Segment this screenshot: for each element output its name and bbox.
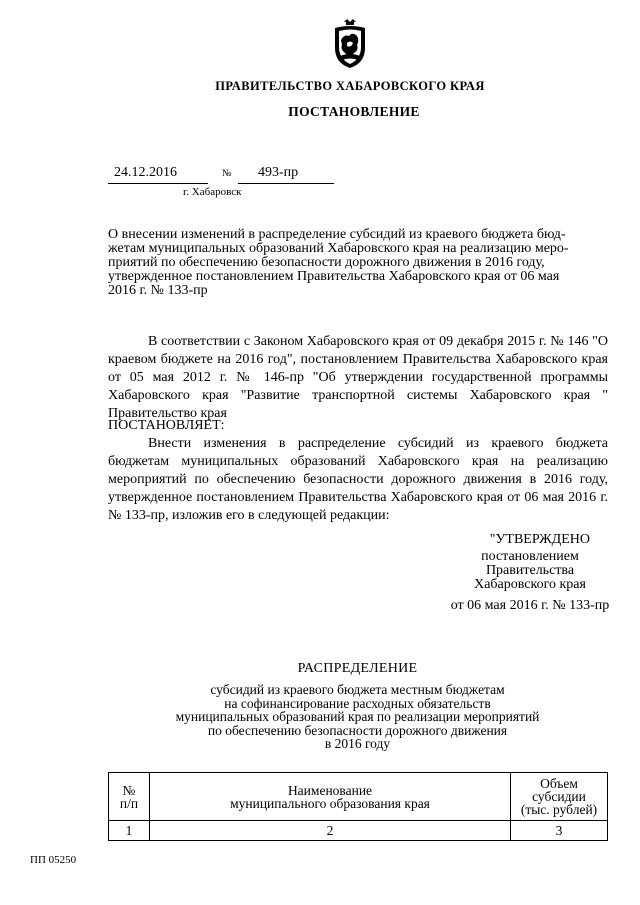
approval-block <box>430 550 630 592</box>
distribution-title: РАСПРЕДЕЛЕНИЕ <box>297 661 418 676</box>
table-cell: 2 <box>150 821 511 841</box>
operative-paragraph: Внести изменения в распределение субсидий из краевого бюджета бюджетам муниципальных образований Хабаровского края на реализацию мероприятий по обеспечению безопасности дорожного движения в 2016 году, утвержденное постановлением Правительства Хабаровского края от 06 мая 2016 г. № 133-пр, изложив его в следующей редакции: <box>108 436 608 523</box>
header-text: муниципального образования края <box>230 795 430 811</box>
table-cell: 3 <box>511 821 608 841</box>
header-name <box>150 773 511 821</box>
subtitle-line: в 2016 году <box>324 736 391 751</box>
city: г. Хабаровск <box>183 186 242 198</box>
table-cell: 1 <box>109 821 150 841</box>
header-text: Наименование <box>287 782 373 798</box>
approval-line: Правительства <box>485 563 575 578</box>
header-text: п/п <box>119 795 139 811</box>
subtitle-line: муниципальных образований края по реализации мероприятий <box>175 709 540 724</box>
approval-date: от 06 мая 2016 г. № 133-пр <box>450 598 610 613</box>
approval-title: "УТВЕРЖДЕНО <box>489 532 590 547</box>
header-amount <box>511 773 608 821</box>
header-text: субсидии <box>532 789 586 804</box>
subtitle-line: субсидий из краевого бюджета местным бюджетам <box>210 682 505 697</box>
number-sign: № <box>222 168 232 179</box>
approval-line: постановлением <box>481 549 579 564</box>
header-text: № <box>122 782 136 798</box>
table-header-row <box>109 773 608 821</box>
registration-line <box>108 165 333 185</box>
header-text: (тыс. рублей) <box>520 802 598 817</box>
header-text: Объем <box>540 776 578 791</box>
subtitle-line: по обеспечению безопасности дорожного движения <box>207 722 508 738</box>
decree-date: 24.12.2016 <box>108 165 208 184</box>
table-row <box>109 821 608 841</box>
decrees-word: ПОСТАНОВЛЯЕТ: <box>108 418 225 433</box>
preamble-paragraph: В соответствии с Законом Хабаровского края от 09 декабря 2015 г. № 146 "О краевом бюджете на 2016 год", постановлением Правительства Хабаровского края от 05 мая 2012 г. № 146-пр "Об утверждении государственной программы Хабаровского края "Развитие транспортной системы Хабаровского края " Правительство края <box>108 334 608 421</box>
government-name: ПРАВИТЕЛЬСТВО ХАБАРОВСКОГО КРАЯ <box>215 79 485 93</box>
subject-line: жетам муниципальных образований Хабаровского края на реализацию меро- <box>108 241 569 256</box>
distribution-subtitle <box>0 683 640 751</box>
document-code: ПП 05250 <box>30 854 77 866</box>
subject-line: О внесении изменений в распределение субсидий из краевого бюджета бюд- <box>108 227 566 242</box>
header-num <box>109 773 150 821</box>
decree-number: 493-пр <box>238 165 334 184</box>
subject-line: приятий по обеспечению безопасности дорожного движения в 2016 году, <box>108 255 545 270</box>
distribution-table <box>108 772 608 841</box>
coat-of-arms-emblem <box>330 18 370 70</box>
subject-line: утвержденное постановлением Правительства Хабаровского края от 06 мая <box>108 269 560 284</box>
subtitle-line: на софинансирование расходных обязательств <box>224 695 491 711</box>
decree-subject <box>108 228 608 298</box>
subject-line: 2016 г. № 133-пр <box>108 283 208 298</box>
approval-line: Хабаровского края <box>474 577 586 592</box>
document-type: ПОСТАНОВЛЕНИЕ <box>288 104 420 119</box>
